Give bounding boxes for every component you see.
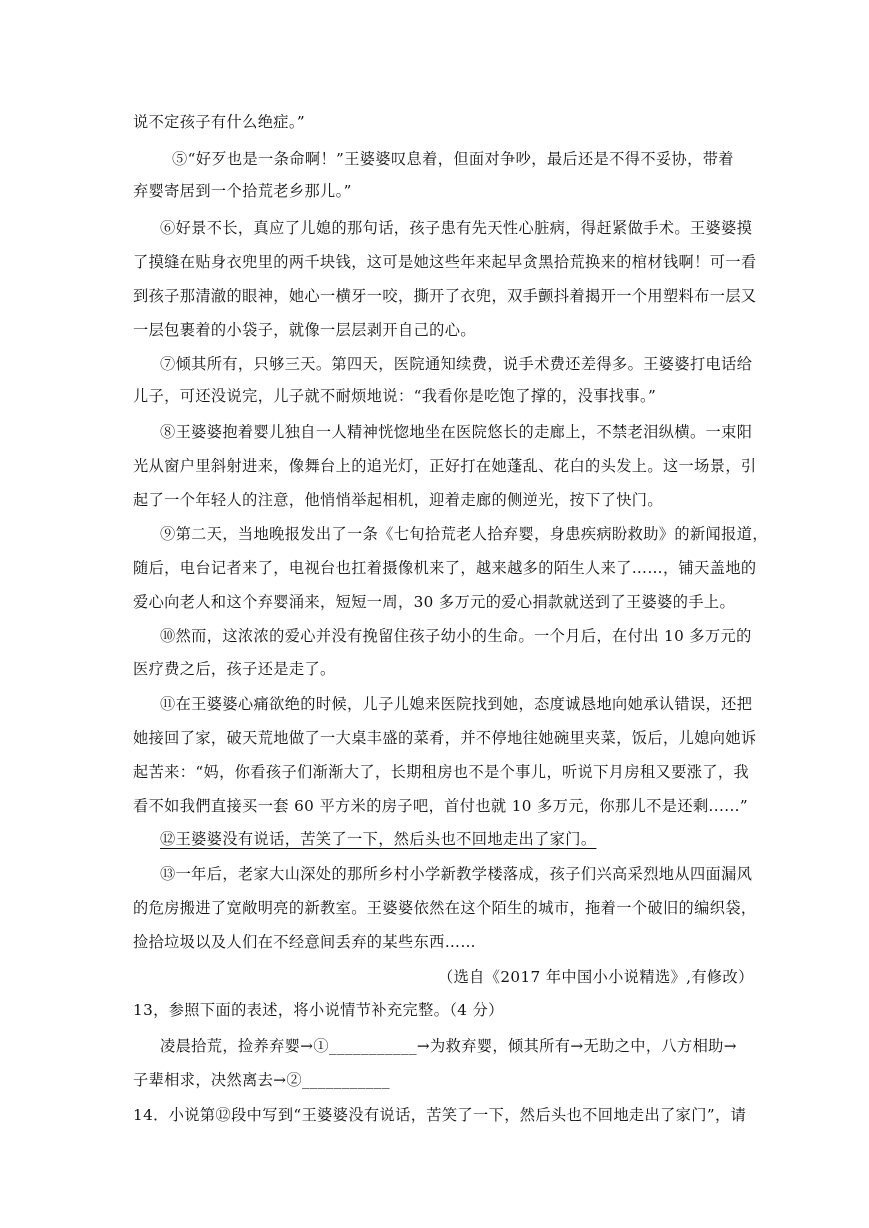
text-line-22-underlined [0, 829, 869, 849]
text-line-25: 捡拾垃圾以及人们在不经意间丢弃的某些东西…… [133, 933, 476, 951]
text-line-6: 到孩子那清澈的眼神，她心一横牙一咬，撕开了衣兜，双手颤抖着揭开一个用塑料布一层又 [133, 287, 757, 305]
text-line-20: 起苦来：“妈，你看孩子们渐渐大了，长期租房也不是个事儿，听说下月房租又要涨了，我 [133, 763, 750, 781]
text-line-13: ⑨第二天，当地晚报发出了一条《七旬拾荒老人拾弃婴，身患疾病盼救助》的新闻报道， [160, 525, 768, 543]
text-line-1: 说不定孩子有什么绝症。” [133, 113, 306, 131]
text-line-2: ⑤“好歹也是一条命啊！”王婆婆叹息着，但面对争吵，最后还是不得不妥协，带着 [172, 150, 734, 168]
text-line-18: ⑪在王婆婆心痛欲绝的时候，儿子儿媳来医院找到她，态度诚恳地向她承认错误，还把 [160, 695, 753, 713]
text-line-4: ⑥好景不长，真应了儿媳的那句话，孩子患有先天性心脏病，得赶紧做手术。王婆婆摸 [160, 219, 753, 237]
question-13-line-2: 子辈相求，决然离去→②___________ [133, 1071, 390, 1089]
text-line-9: 儿子，可还没说完，儿子就不耐烦地说：“我看你是吃饱了撑的，没事找事。” [133, 387, 657, 405]
text-line-10: ⑧王婆婆抱着婴儿独自一人精神恍惚地坐在医院悠长的走廊上，不禁老泪纵横。一束阳 [160, 423, 753, 441]
text-line-3: 弃婴寄居到一个拾荒老乡那儿。” [133, 182, 352, 200]
text-line-11: 光从窗户里斜射进来，像舞台上的追光灯，正好打在她蓬乱、花白的头发上。这一场景，引 [133, 457, 757, 475]
text-line-17: 医疗费之后，孩子还是走了。 [133, 660, 336, 678]
text-line-14: 随后，电台记者来了，电视台也扛着摄像机来了，越来越多的陌生人来了……，铺天盖地的 [133, 559, 757, 577]
question-14: 14．小说第⑫段中写到“王婆婆没有说话，苦笑了一下，然后头也不回地走出了家门”，请 [133, 1106, 747, 1124]
text-line-23: ⑬一年后，老家大山深处的那所乡村小学新教学楼落成，孩子们兴高采烈地从四面漏风 [160, 865, 753, 883]
text-line-15: 爱心向老人和这个弃婴涌来，短短一周，30 多万元的爱心捐款就送到了王婆婆的手上。 [133, 593, 736, 611]
source-citation: （选自《2017 年中国小小说精选》,有修改） [438, 968, 754, 986]
question-13-line-1: 凌晨拾荒，捡养弃婴→①___________→为救弃婴，倾其所有→无助之中，八方相助→ [160, 1037, 737, 1055]
underlined-sentence: ⑫王婆婆没有说话，苦笑了一下，然后头也不回地走出了家门。 [160, 830, 597, 848]
text-line-21: 看不如我們直接买一套 60 平方米的房子吧，首付也就 10 多万元，你那儿不是还剩......” [133, 797, 749, 815]
text-line-16: ⑩然而，这浓浓的爱心并没有挽留住孩子幼小的生命。一个月后，在付出 10 多万元的 [160, 627, 752, 645]
question-13: 13，参照下面的表述，将小说情节补充完整。（4 分） [133, 1001, 504, 1019]
text-line-5: 了摸缝在贴身衣兜里的两千块钱，这可是她这些年来起早贪黑拾荒换来的棺材钱啊！可一看 [133, 253, 757, 271]
text-line-7: 一层包裹着的小袋子，就像一层层剥开自己的心。 [133, 321, 476, 339]
text-line-12: 起了一个年轻人的注意，他悄悄举起相机，迎着走廊的侧逆光，按下了快门。 [133, 491, 663, 509]
text-line-8: ⑦倾其所有，只够三天。第四天，医院通知续费，说手术费还差得多。王婆婆打电话给 [160, 355, 753, 373]
text-line-19: 她接回了家，破天荒地做了一大桌丰盛的菜肴，并不停地往她碗里夹菜，饭后，儿媳向她诉 [133, 729, 757, 747]
text-line-24: 的危房搬进了宽敞明亮的新教室。王婆婆依然在这个陌生的城市，拖着一个破旧的编织袋， [133, 899, 757, 917]
